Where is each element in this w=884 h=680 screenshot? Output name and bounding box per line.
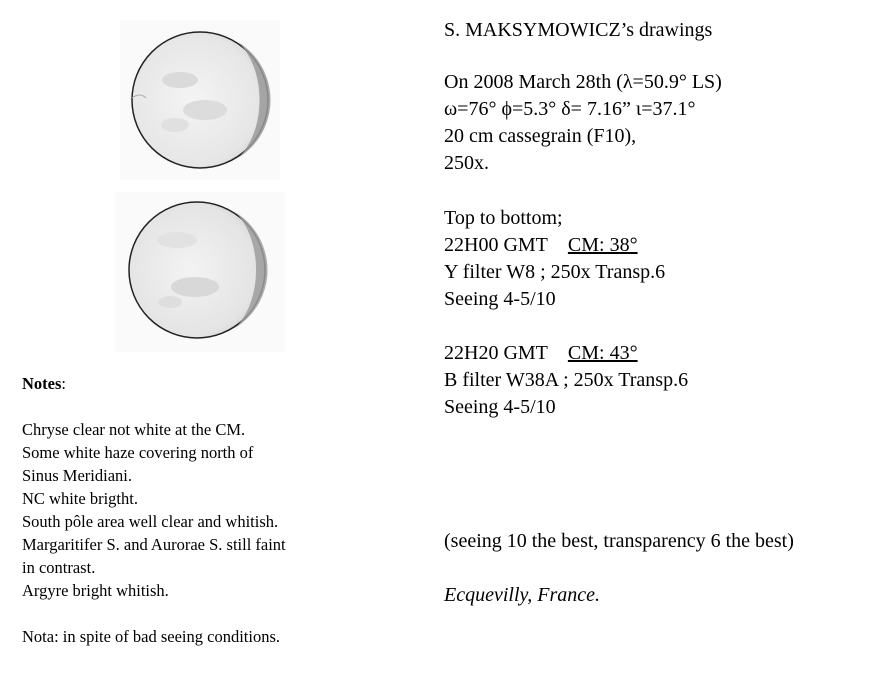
telescope-line: 20 cm cassegrain (F10), xyxy=(444,125,637,147)
observation-2 xyxy=(444,340,688,421)
note-line: Sinus Meridiani. xyxy=(22,466,132,485)
obs2-filter: B filter W38A ; 250x Transp.6 xyxy=(444,369,689,391)
date-line: On 2008 March 28th (λ=50.9° LS) xyxy=(444,71,722,93)
obs2-seeing: Seeing 4-5/10 xyxy=(444,396,556,418)
obs2-time: 22H20 GMT xyxy=(444,342,548,364)
note-line: in contrast. xyxy=(22,558,96,577)
note-line: Nota: in spite of bad seeing conditions. xyxy=(22,627,280,646)
notes-heading xyxy=(22,372,286,395)
notes-title: Notes xyxy=(22,374,62,393)
obs2-cm: CM: 43° xyxy=(567,342,638,364)
scale-note xyxy=(444,528,794,555)
header-block xyxy=(444,17,712,44)
note-line: Margaritifer S. and Aurorae S. still faint xyxy=(22,535,286,554)
note-line: Chryse clear not white at the CM. xyxy=(22,420,246,439)
notes-spacer xyxy=(22,395,286,418)
note-line: NC white brigtht. xyxy=(22,489,138,508)
document-title: S. MAKSYMOWICZ’s drawings xyxy=(444,19,713,41)
mars-drawing-bottom xyxy=(115,192,285,352)
obs1-seeing: Seeing 4-5/10 xyxy=(444,288,556,310)
order-intro: Top to bottom; xyxy=(444,207,563,229)
location-text: Ecquevilly, France. xyxy=(444,584,601,606)
note-line xyxy=(22,602,286,625)
params-line: ω=76° ϕ=5.3° δ= 7.16” ι=37.1° xyxy=(444,98,696,120)
notes-colon: : xyxy=(61,374,66,393)
observation-1 xyxy=(444,205,665,313)
note-line: South pôle area well clear and whitish. xyxy=(22,512,279,531)
location xyxy=(444,582,600,609)
obs1-time-line xyxy=(444,232,665,259)
magnification-line: 250x. xyxy=(444,152,489,174)
note-line: Some white haze covering north of xyxy=(22,443,254,462)
obs1-filter: Y filter W8 ; 250x Transp.6 xyxy=(444,261,666,283)
obs1-time: 22H00 GMT xyxy=(444,234,548,256)
obs1-cm: CM: 38° xyxy=(567,234,638,256)
observation-params xyxy=(444,69,722,177)
obs2-time-line xyxy=(444,340,688,367)
note-line: Argyre bright whitish. xyxy=(22,581,169,600)
scale-note-text: (seeing 10 the best, transparency 6 the best) xyxy=(444,530,794,552)
mars-drawing-top xyxy=(120,20,280,180)
notes-block xyxy=(22,372,286,648)
